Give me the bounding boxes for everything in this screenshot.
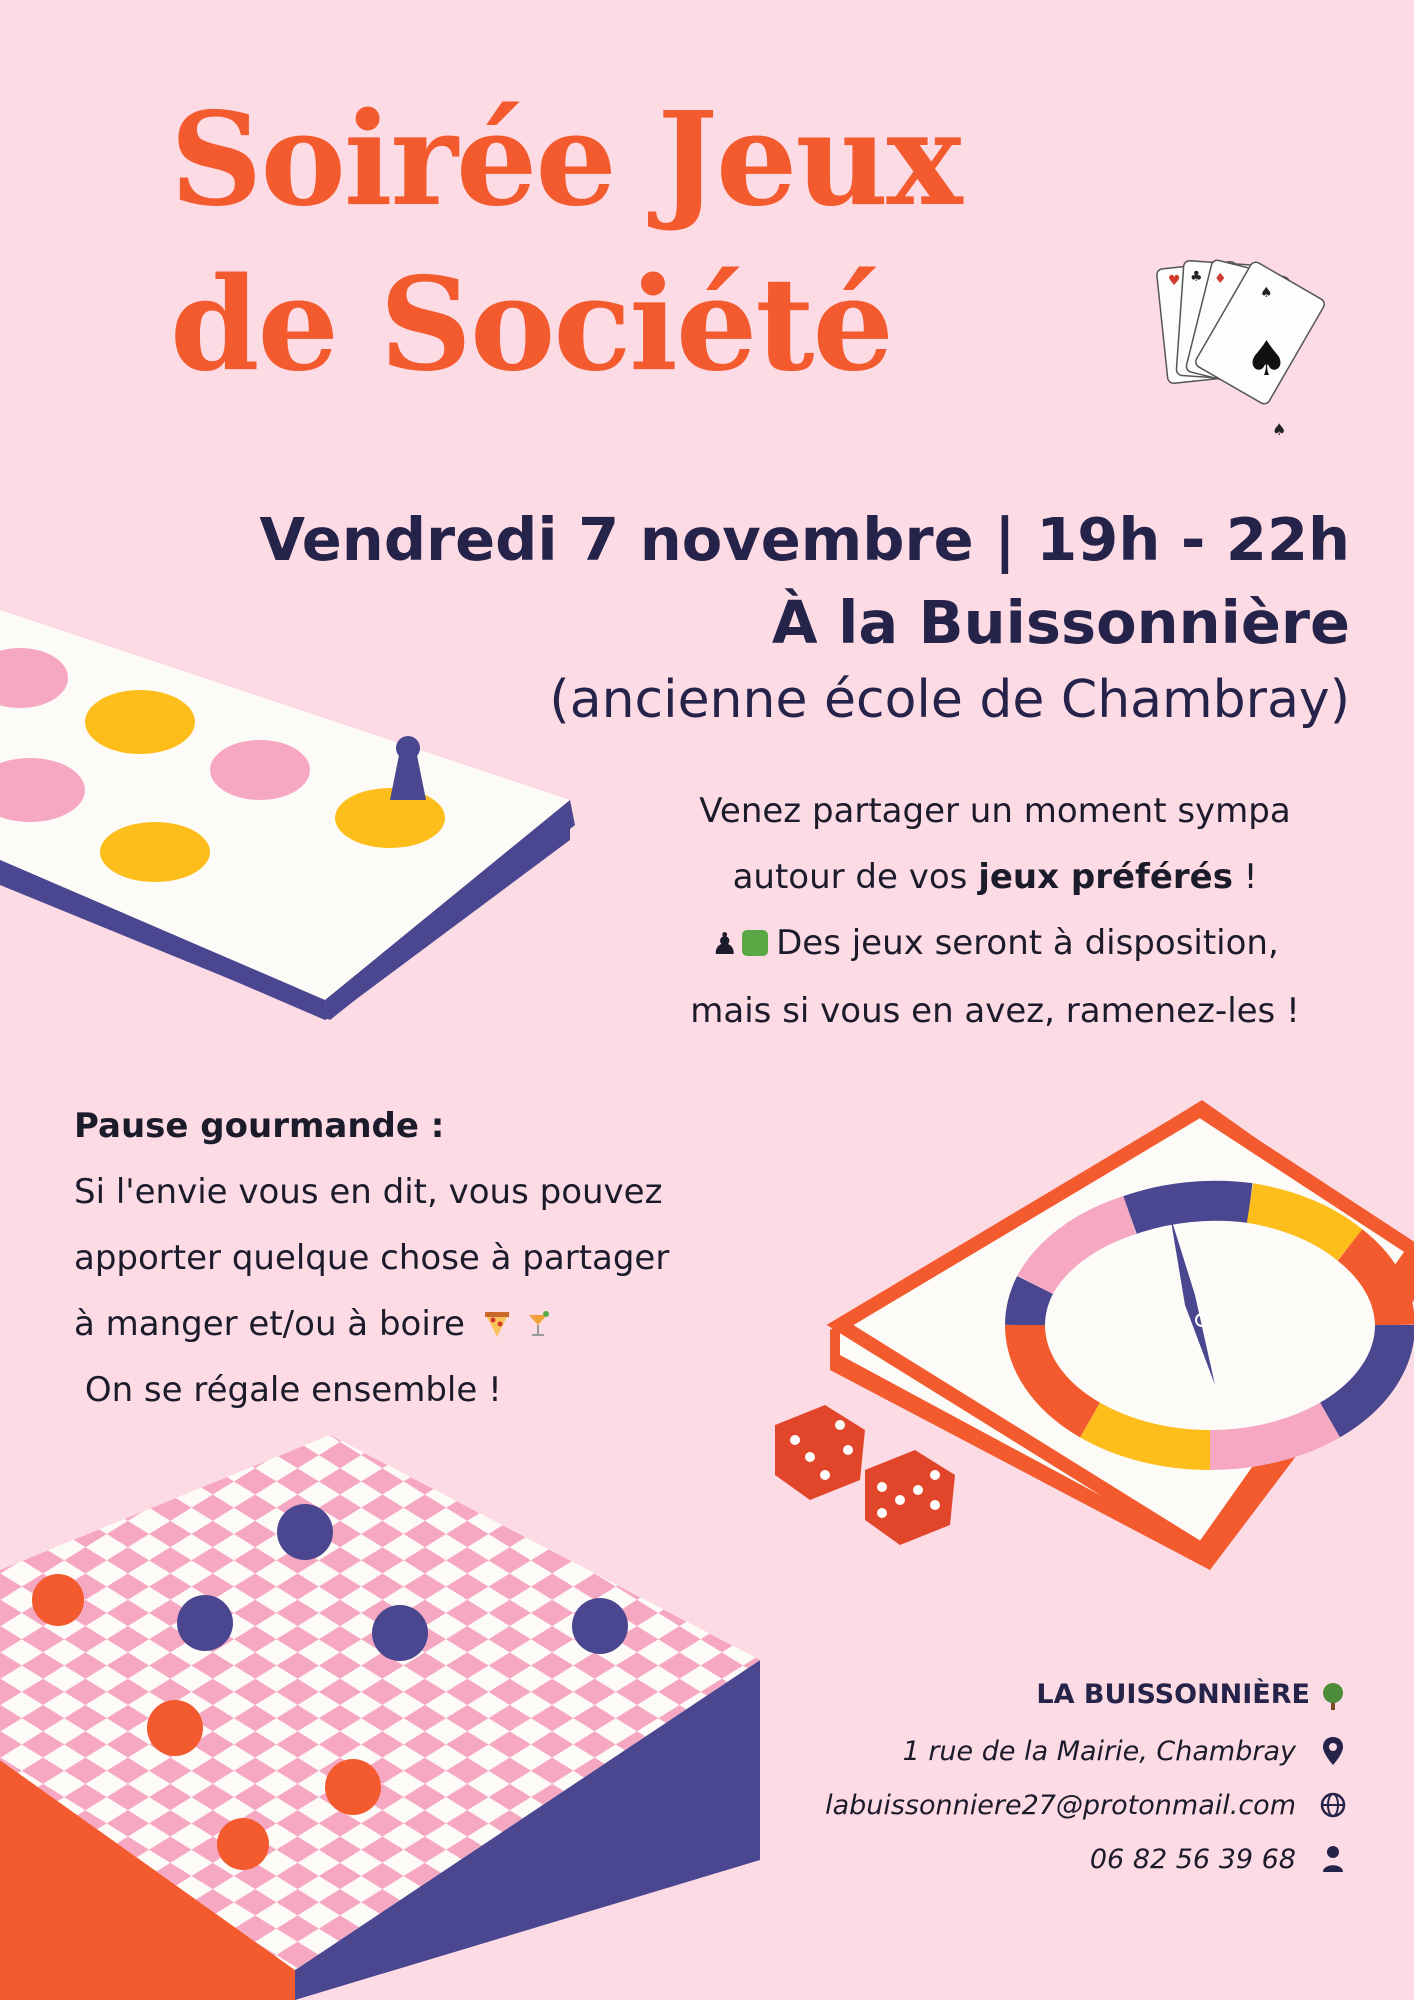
address-text: 1 rue de la Mairie, Chambray (902, 1735, 1296, 1767)
puzzle-icon (742, 930, 768, 956)
board-game-illustration (0, 600, 580, 1020)
pause-line-4 (74, 1357, 669, 1423)
phone-text: 06 82 56 39 68 (1089, 1843, 1296, 1875)
intro-line-2 (600, 844, 1390, 910)
pause-title: Pause gourmande : (74, 1106, 445, 1146)
intro-line-1: Venez partager un moment sympa (699, 791, 1291, 831)
svg-text:♠: ♠ (1260, 285, 1273, 301)
title-line-2: de Société (170, 250, 892, 400)
org-name: LA BUISSONNIÈRE (1036, 1678, 1310, 1710)
pause-line-1: Si l'envie vous en dit, vous pouvez (74, 1172, 663, 1212)
page-title (170, 78, 1270, 408)
intro-text (600, 778, 1390, 1044)
svg-text:♦: ♦ (1214, 271, 1227, 287)
pause-line-2: apporter quelque chose à partager (74, 1238, 670, 1278)
org-row (825, 1670, 1348, 1724)
intro-line-2-bold: jeux préférés (978, 857, 1233, 897)
address-row (825, 1724, 1348, 1778)
cocktail-icon (523, 1309, 553, 1339)
dice-illustration (770, 1395, 960, 1555)
email-text: labuissonniere27@protonmail.com (825, 1789, 1296, 1821)
location-pin-icon (1318, 1736, 1348, 1766)
intro-line-3-text: Des jeux seront à disposition, (776, 923, 1279, 963)
pause-line-3-text: à manger et/ou à boire (74, 1304, 465, 1344)
svg-text:♠: ♠ (1245, 331, 1289, 387)
pause-section (74, 1093, 669, 1423)
intro-line-4: mais si vous en avez, ramenez-les ! (690, 991, 1300, 1031)
intro-line-2-post: ! (1232, 857, 1258, 897)
intro-line-2-pre: autour de vos (732, 857, 979, 897)
title-line-1: Soirée Jeux (170, 85, 961, 235)
contact-block (825, 1670, 1348, 1886)
event-date-time: Vendredi 7 novembre | 19h - 22h (259, 505, 1350, 574)
pause-line-3 (74, 1291, 669, 1357)
event-place-detail: (ancienne école de Chambray) (549, 670, 1350, 730)
event-place: À la Buissonnière (771, 588, 1350, 657)
chess-pawn-icon: ♟ (711, 927, 739, 962)
person-icon (1318, 1844, 1348, 1874)
svg-text:♣: ♣ (1190, 269, 1203, 285)
globe-icon (1318, 1790, 1348, 1820)
svg-text:♥: ♥ (1168, 273, 1181, 289)
email-row (825, 1778, 1348, 1832)
pause-line-4-text: On se régale ensemble ! (84, 1370, 502, 1410)
intro-line-3 (600, 910, 1390, 978)
phone-row (825, 1832, 1348, 1886)
svg-text:♠: ♠ (1272, 420, 1287, 439)
pizza-icon (482, 1309, 512, 1339)
tree-icon (1318, 1682, 1348, 1712)
checkerboard-illustration (0, 1430, 770, 2000)
playing-cards-icon (1150, 255, 1350, 445)
